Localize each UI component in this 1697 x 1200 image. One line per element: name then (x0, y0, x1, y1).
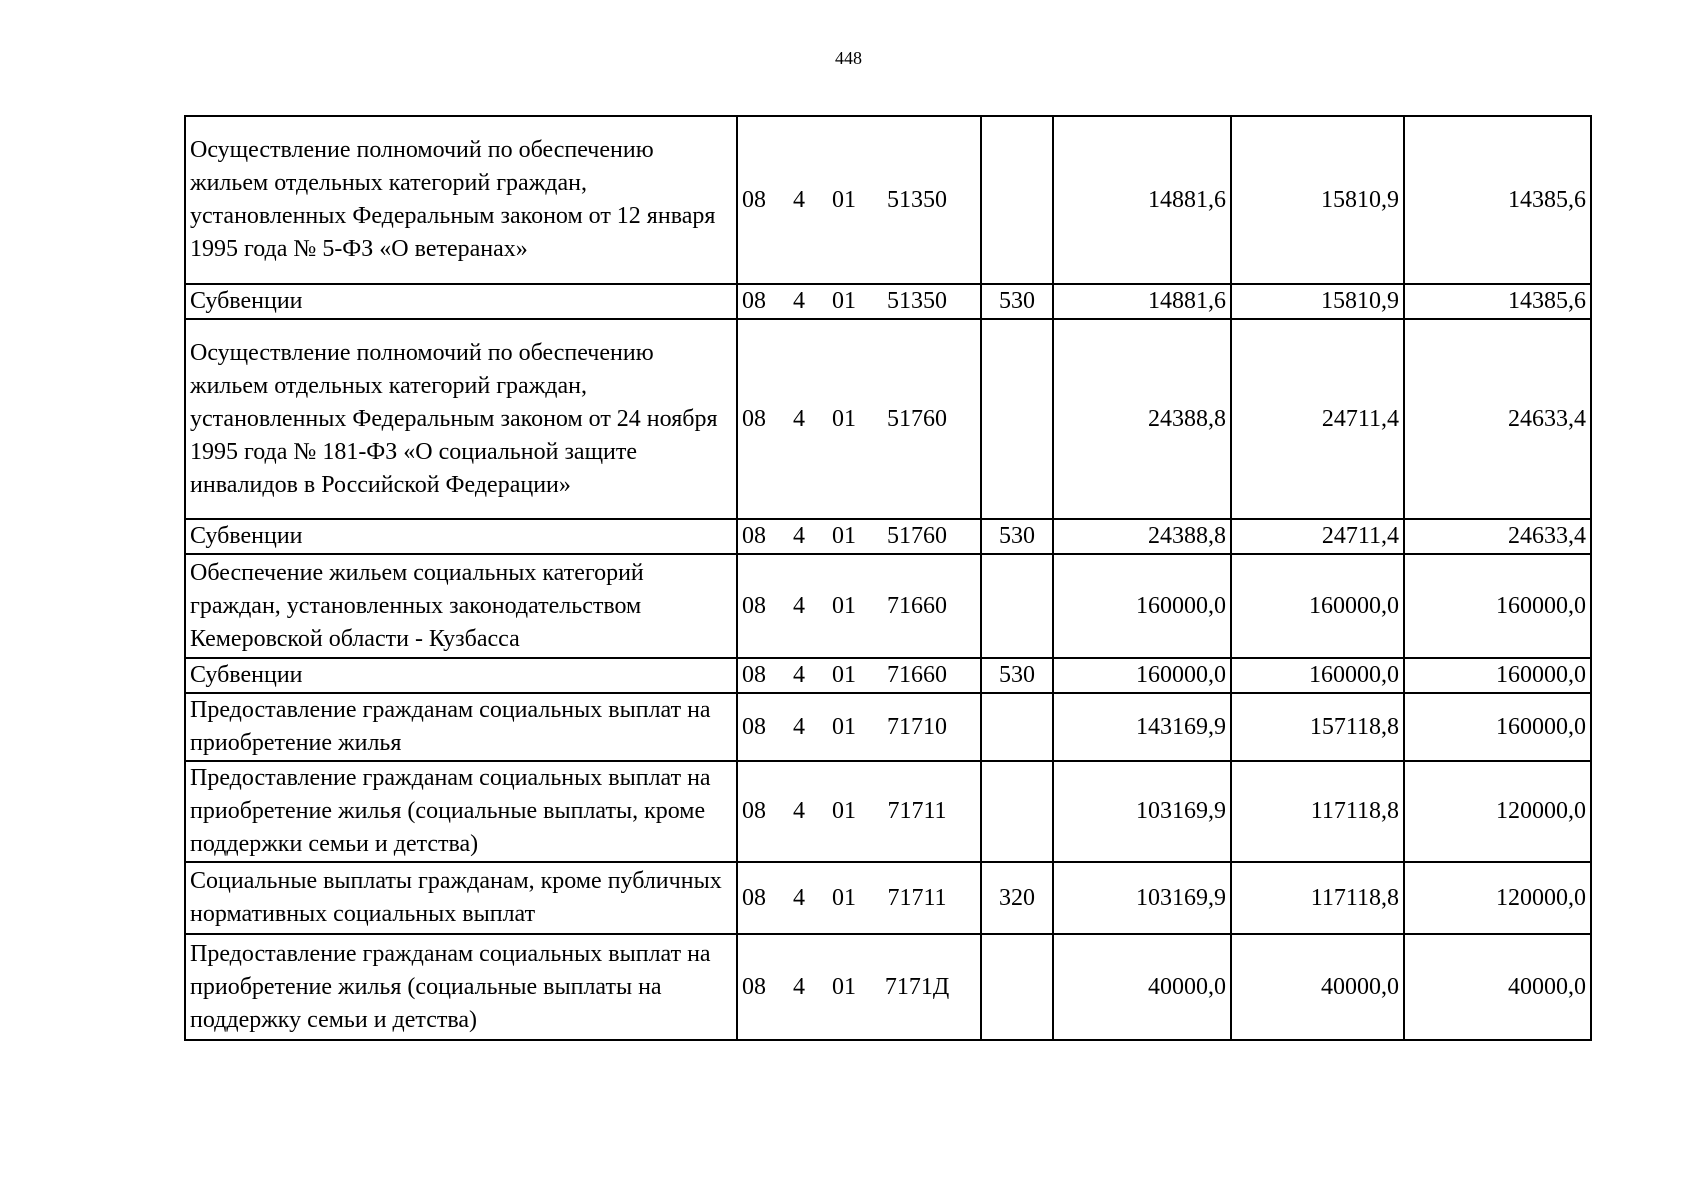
code-parts (742, 882, 976, 915)
code-program: 01 (832, 405, 856, 432)
code-section: 08 (742, 884, 766, 911)
code-program: 01 (832, 662, 856, 688)
code-parts (742, 520, 976, 553)
code-section: 08 (742, 405, 766, 432)
code-direction: 51350 (887, 186, 947, 213)
code-parts (742, 403, 976, 436)
row-amount-year1: 14881,6 (1053, 116, 1231, 284)
table-row (185, 934, 1591, 1040)
row-expense-type: 530 (981, 284, 1053, 319)
row-description: Субвенции (185, 658, 737, 693)
code-direction: 71711 (887, 884, 947, 911)
code-direction: 71660 (887, 592, 947, 619)
row-description: Осуществление полномочий по обеспечению жильем отдельных категорий граждан, установленных Федеральным законом от 24 ноября 1995 года № 181-ФЗ «О социальной защите инвалидов в Российской Федерации» (185, 319, 737, 519)
row-amount-year1: 143169,9 (1053, 693, 1231, 761)
code-direction: 71710 (887, 713, 947, 740)
row-classification-code (737, 519, 981, 554)
row-amount-year3: 120000,0 (1404, 761, 1591, 862)
code-program: 01 (832, 523, 856, 549)
code-program: 01 (832, 884, 856, 911)
row-description: Субвенции (185, 519, 737, 554)
code-subprogram: 4 (793, 973, 805, 1000)
code-program: 01 (832, 592, 856, 619)
row-expense-type (981, 761, 1053, 862)
code-subprogram: 4 (793, 405, 805, 432)
code-parts (742, 659, 976, 692)
code-subprogram: 4 (793, 884, 805, 911)
code-direction: 71711 (887, 798, 947, 824)
code-subprogram: 4 (793, 662, 805, 688)
row-amount-year1: 40000,0 (1053, 934, 1231, 1040)
row-description: Предоставление гражданам социальных выплат на приобретение жилья (социальные выплаты, кроме поддержки семьи и детства) (185, 761, 737, 862)
row-classification-code (737, 554, 981, 658)
row-classification-code (737, 116, 981, 284)
table-row (185, 284, 1591, 319)
row-classification-code (737, 934, 981, 1040)
code-subprogram: 4 (793, 288, 805, 314)
code-parts (742, 590, 976, 623)
row-amount-year2: 117118,8 (1231, 862, 1404, 934)
code-section: 08 (742, 713, 766, 740)
code-direction: 51760 (887, 523, 947, 549)
code-section: 08 (742, 973, 766, 1000)
code-direction: 51760 (887, 405, 947, 432)
code-program: 01 (832, 713, 856, 740)
row-expense-type: 530 (981, 519, 1053, 554)
row-amount-year2: 160000,0 (1231, 554, 1404, 658)
row-expense-type (981, 554, 1053, 658)
row-amount-year3: 24633,4 (1404, 319, 1591, 519)
row-classification-code (737, 693, 981, 761)
row-amount-year2: 40000,0 (1231, 934, 1404, 1040)
code-section: 08 (742, 523, 766, 549)
row-description: Осуществление полномочий по обеспечению жильем отдельных категорий граждан, установленных Федеральным законом от 12 января 1995 года № 5-ФЗ «О ветеранах» (185, 116, 737, 284)
code-program: 01 (832, 798, 856, 824)
row-description: Предоставление гражданам социальных выплат на приобретение жилья (185, 693, 737, 761)
table-row (185, 862, 1591, 934)
row-amount-year3: 120000,0 (1404, 862, 1591, 934)
code-section: 08 (742, 592, 766, 619)
code-section: 08 (742, 798, 766, 824)
page-number: 448 (835, 48, 862, 68)
row-amount-year3: 160000,0 (1404, 693, 1591, 761)
table-row (185, 554, 1591, 658)
code-subprogram: 4 (793, 186, 805, 213)
row-amount-year3: 160000,0 (1404, 658, 1591, 693)
table-row (185, 519, 1591, 554)
row-amount-year3: 14385,6 (1404, 116, 1591, 284)
code-section: 08 (742, 186, 766, 213)
code-subprogram: 4 (793, 798, 805, 824)
row-amount-year3: 160000,0 (1404, 554, 1591, 658)
table-row (185, 658, 1591, 693)
code-program: 01 (832, 973, 856, 1000)
code-subprogram: 4 (793, 592, 805, 619)
table-row (185, 693, 1591, 761)
row-amount-year3: 24633,4 (1404, 519, 1591, 554)
row-amount-year2: 15810,9 (1231, 284, 1404, 319)
code-parts (742, 285, 976, 318)
row-classification-code (737, 658, 981, 693)
row-amount-year2: 15810,9 (1231, 116, 1404, 284)
row-expense-type (981, 693, 1053, 761)
code-subprogram: 4 (793, 713, 805, 740)
row-amount-year1: 160000,0 (1053, 658, 1231, 693)
code-subprogram: 4 (793, 523, 805, 549)
row-description: Субвенции (185, 284, 737, 319)
code-parts (742, 184, 976, 217)
row-amount-year2: 24711,4 (1231, 319, 1404, 519)
code-program: 01 (832, 186, 856, 213)
table-row (185, 116, 1591, 284)
row-amount-year2: 160000,0 (1231, 658, 1404, 693)
code-direction: 71660 (887, 662, 947, 688)
row-expense-type (981, 116, 1053, 284)
row-classification-code (737, 761, 981, 862)
row-classification-code (737, 862, 981, 934)
row-amount-year1: 103169,9 (1053, 761, 1231, 862)
row-description: Социальные выплаты гражданам, кроме публичных нормативных социальных выплат (185, 862, 737, 934)
row-expense-type (981, 319, 1053, 519)
row-amount-year3: 40000,0 (1404, 934, 1591, 1040)
row-description: Предоставление гражданам социальных выплат на приобретение жилья (социальные выплаты на поддержку семьи и детства) (185, 934, 737, 1040)
row-classification-code (737, 284, 981, 319)
row-description: Обеспечение жильем социальных категорий граждан, установленных законодательством Кемеровской области - Кузбасса (185, 554, 737, 658)
row-amount-year1: 24388,8 (1053, 519, 1231, 554)
row-amount-year2: 157118,8 (1231, 693, 1404, 761)
code-direction: 7171Д (884, 973, 950, 1000)
budget-table-body (185, 116, 1591, 1040)
table-row (185, 319, 1591, 519)
budget-table (184, 115, 1592, 1041)
row-amount-year1: 160000,0 (1053, 554, 1231, 658)
row-amount-year2: 24711,4 (1231, 519, 1404, 554)
row-amount-year2: 117118,8 (1231, 761, 1404, 862)
code-section: 08 (742, 288, 766, 314)
code-parts (742, 711, 976, 744)
table-row (185, 761, 1591, 862)
row-amount-year1: 24388,8 (1053, 319, 1231, 519)
code-section: 08 (742, 662, 766, 688)
row-amount-year1: 14881,6 (1053, 284, 1231, 319)
row-expense-type (981, 934, 1053, 1040)
row-classification-code (737, 319, 981, 519)
row-expense-type: 530 (981, 658, 1053, 693)
row-expense-type: 320 (981, 862, 1053, 934)
code-parts (742, 795, 976, 828)
row-amount-year3: 14385,6 (1404, 284, 1591, 319)
code-direction: 51350 (887, 288, 947, 314)
code-parts (742, 971, 976, 1004)
code-program: 01 (832, 288, 856, 314)
row-amount-year1: 103169,9 (1053, 862, 1231, 934)
